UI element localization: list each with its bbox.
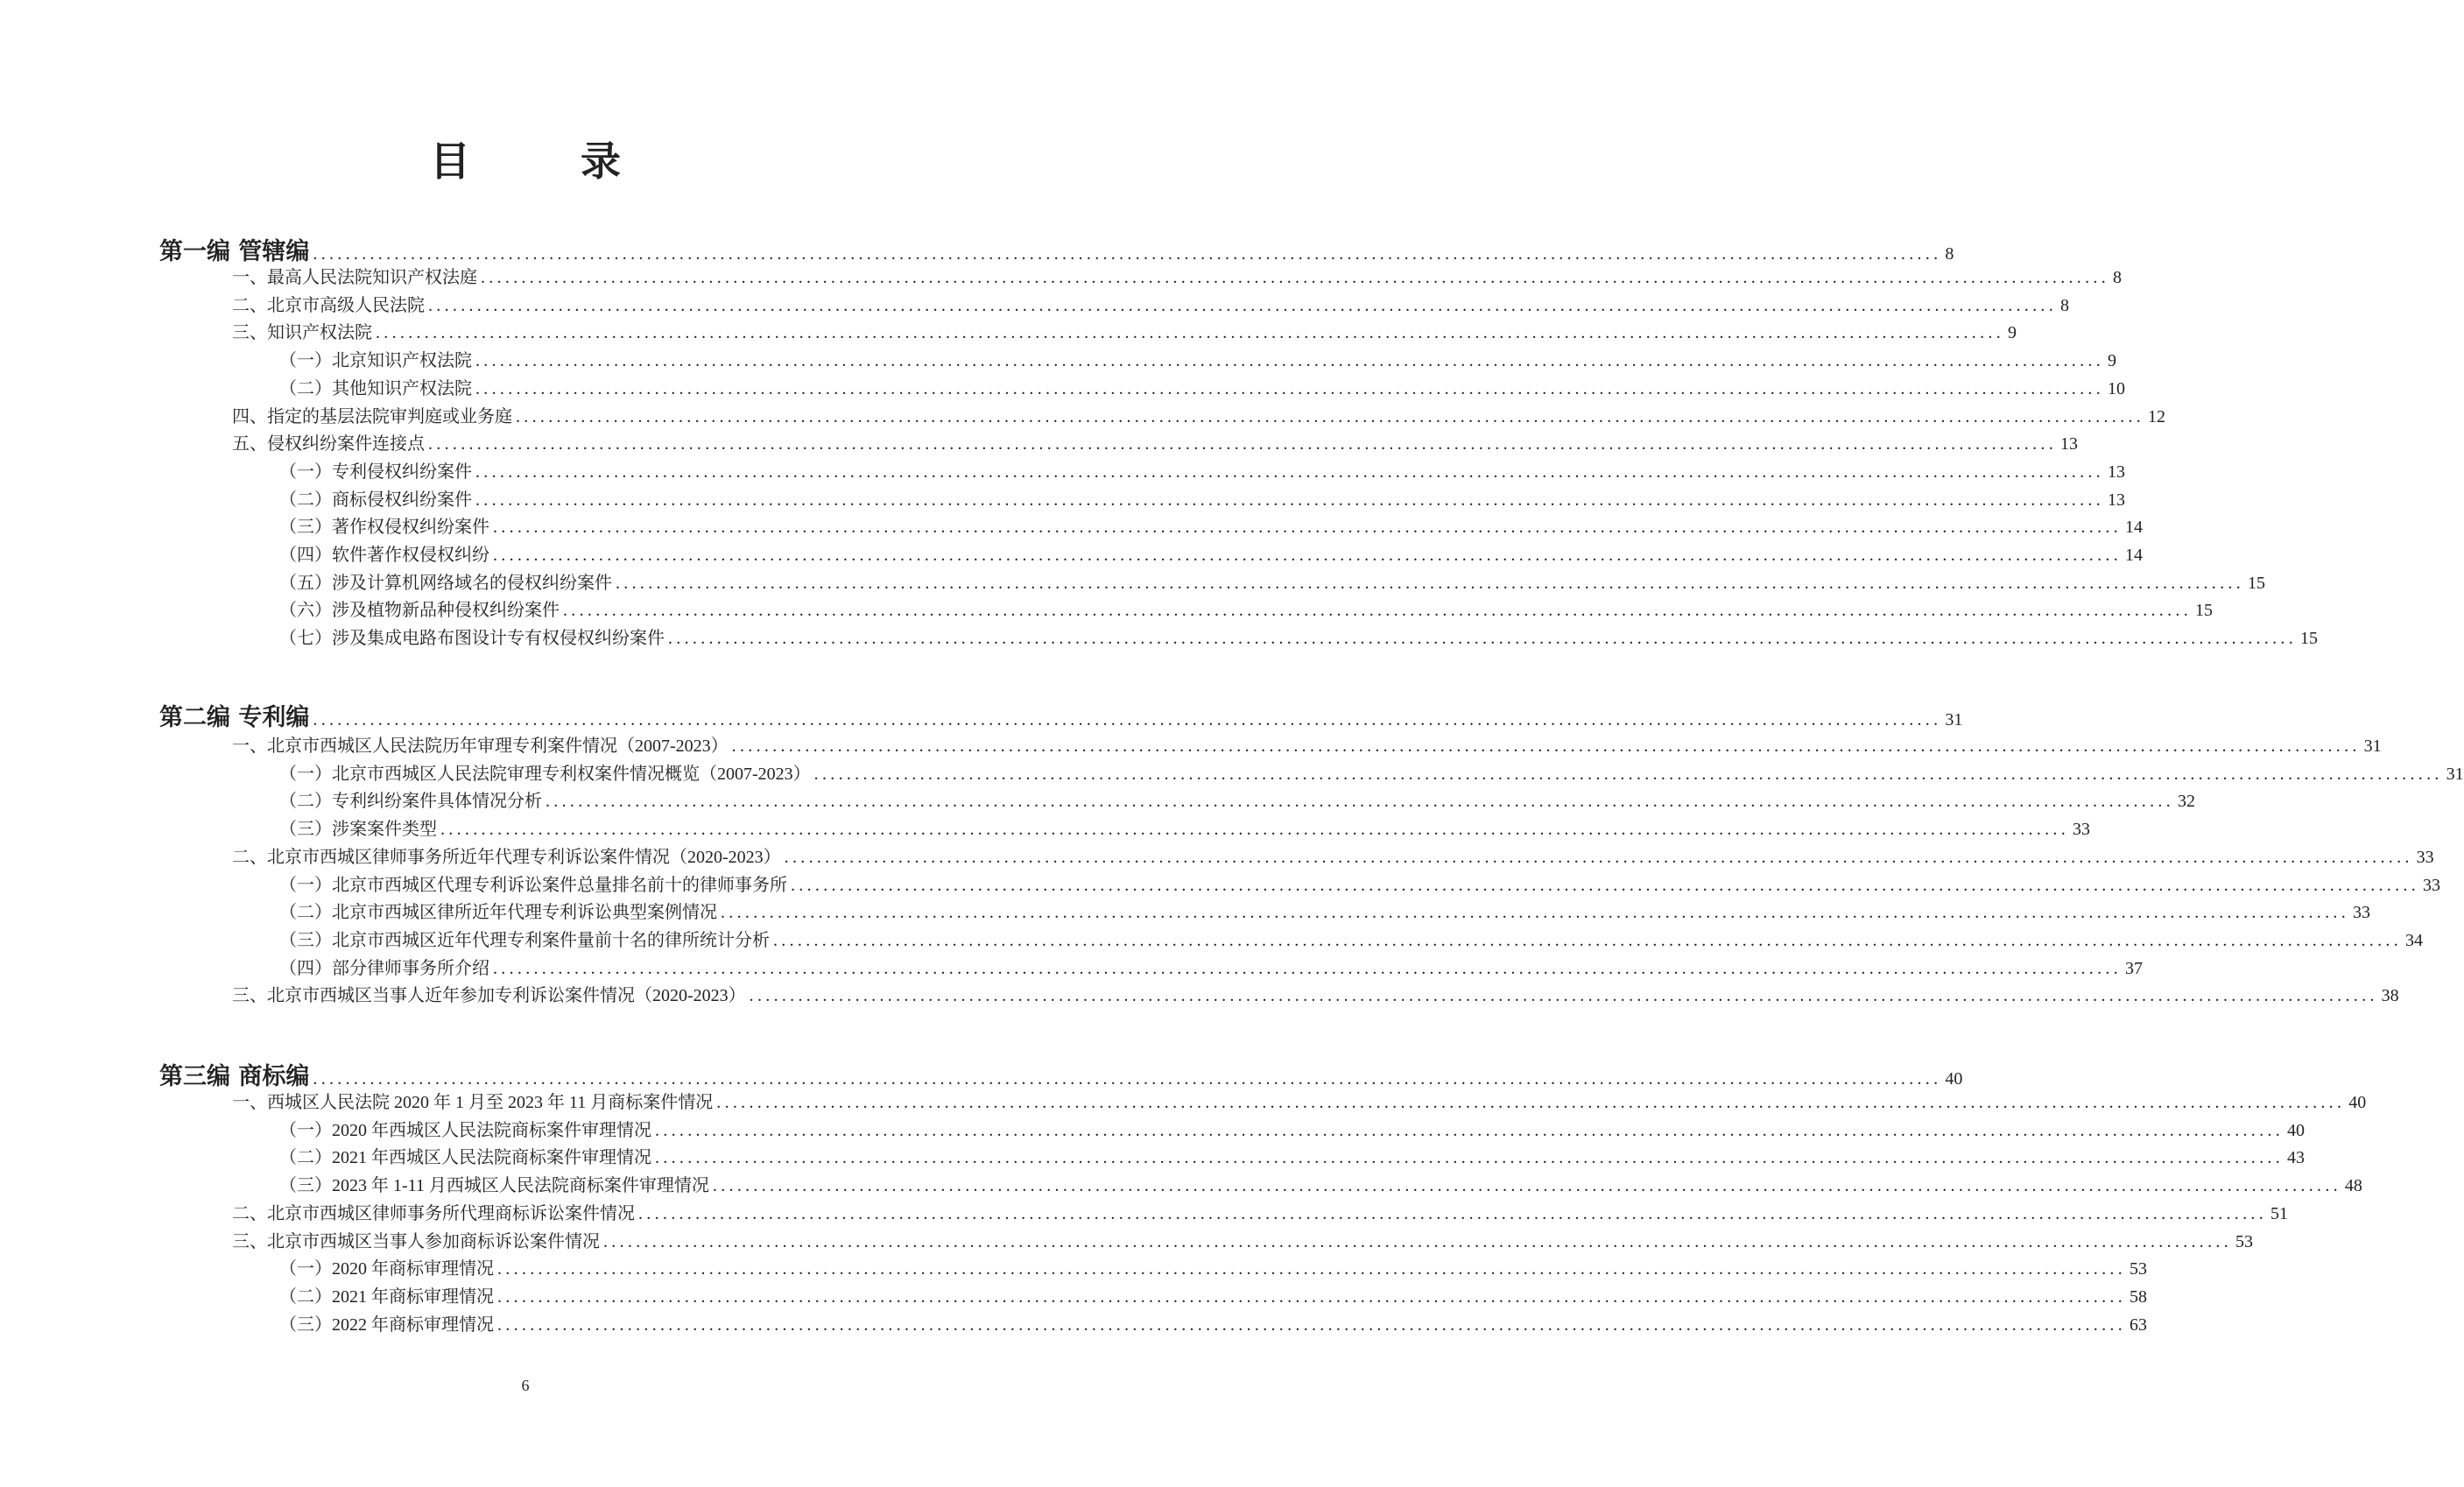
entry-title: 2021 年西城区人民法院商标案件审理情况 bbox=[332, 1148, 651, 1168]
entry-title: 著作权侵权纠纷案件 bbox=[332, 518, 489, 538]
dot-leader: ........................................................................................................................................................................................................ bbox=[791, 875, 2419, 895]
entry-page: 63 bbox=[2130, 1314, 2147, 1335]
dot-leader: ........................................................................................................................................................................................................ bbox=[475, 462, 2104, 482]
dot-leader: ........................................................................................................................................................................................................ bbox=[313, 710, 1942, 729]
entry-page: 32 bbox=[2178, 792, 2195, 812]
toc-entry[interactable] bbox=[279, 487, 2125, 513]
dot-leader: ........................................................................................................................................................................................................ bbox=[712, 1176, 2341, 1196]
entry-number: （七） bbox=[279, 629, 332, 649]
dot-leader: ........................................................................................................................................................................................................ bbox=[813, 764, 2443, 784]
entry-title: 2020 年商标审理情况 bbox=[332, 1259, 494, 1279]
toc-entry[interactable] bbox=[232, 320, 2017, 346]
entry-number: （五） bbox=[279, 573, 332, 593]
entry-number: 一、 bbox=[232, 736, 267, 756]
dot-leader: ........................................................................................................................................................................................................ bbox=[475, 351, 2104, 371]
dot-leader: ........................................................................................................................................................................................................ bbox=[731, 736, 2361, 756]
entry-title: 2021 年商标审理情况 bbox=[332, 1286, 494, 1307]
entry-number: 五、 bbox=[232, 434, 267, 455]
entry-title: 北京市西城区人民法院审理专利权案件情况概览（2007-2023） bbox=[332, 764, 811, 784]
entry-number: （三） bbox=[279, 820, 332, 840]
entry-number: （二） bbox=[279, 792, 332, 812]
dot-leader: ........................................................................................................................................................................................................ bbox=[655, 1120, 2284, 1140]
entry-title: 北京市西城区代理专利诉讼案件总量排名前十的律师事务所 bbox=[332, 875, 787, 895]
entry-page: 12 bbox=[2148, 406, 2165, 426]
toc-entry[interactable] bbox=[279, 514, 2143, 540]
entry-page: 40 bbox=[2348, 1093, 2367, 1112]
entry-title: 专利纠纷案件具体情况分析 bbox=[332, 792, 542, 812]
dot-leader: ........................................................................................................................................................................................................ bbox=[784, 847, 2413, 867]
entry-page: 33 bbox=[2423, 875, 2440, 895]
entry-title: 部分律师事务所介绍 bbox=[332, 958, 489, 978]
entry-number: 四、 bbox=[232, 406, 267, 426]
toc-entry[interactable] bbox=[279, 348, 2116, 374]
entry-number: 一、 bbox=[232, 268, 267, 287]
dot-leader: ........................................................................................................................................................................................................ bbox=[616, 573, 2244, 593]
entry-title: 软件著作权侵权纠纷 bbox=[332, 546, 489, 565]
entry-number: （一） bbox=[279, 875, 332, 895]
entry-page: 48 bbox=[2344, 1176, 2362, 1196]
section-title: 第三编 商标编 bbox=[159, 1063, 310, 1090]
entry-number: （三） bbox=[279, 1176, 332, 1196]
dot-leader: ........................................................................................................................................................................................................ bbox=[497, 1259, 2126, 1279]
entry-number: （三） bbox=[279, 930, 332, 950]
entry-page: 15 bbox=[2300, 629, 2318, 649]
entry-title: 2022 年商标审理情况 bbox=[332, 1314, 494, 1335]
dot-leader: ........................................................................................................................................................................................................ bbox=[376, 323, 2004, 343]
entry-number: 二、 bbox=[232, 847, 267, 867]
entry-number: 三、 bbox=[232, 986, 267, 1006]
dot-leader: ........................................................................................................................................................................................................ bbox=[716, 1093, 2346, 1112]
entry-page: 10 bbox=[2108, 378, 2125, 398]
toc-entry[interactable] bbox=[279, 899, 2370, 926]
entry-page: 14 bbox=[2125, 518, 2143, 538]
toc-entry[interactable] bbox=[232, 1201, 2288, 1227]
entry-page: 8 bbox=[2060, 295, 2069, 315]
toc-entry[interactable] bbox=[232, 292, 2069, 319]
toc-entry[interactable] bbox=[232, 1229, 2253, 1255]
entry-page: 9 bbox=[2108, 351, 2116, 371]
section-page: 8 bbox=[1945, 244, 1954, 264]
dot-leader: ........................................................................................................................................................................................................ bbox=[428, 295, 2057, 315]
entry-title: 北京市西城区律师事务所近年代理专利诉讼案件情况（2020-2023） bbox=[267, 847, 781, 867]
toc-entry[interactable] bbox=[279, 1117, 2305, 1144]
entry-number: （一） bbox=[279, 1259, 332, 1279]
page-number: 6 bbox=[521, 1377, 530, 1394]
dot-leader: ........................................................................................................................................................................................................ bbox=[493, 546, 2122, 565]
toc-entry[interactable] bbox=[232, 404, 2165, 430]
entry-title: 涉案案件类型 bbox=[332, 820, 437, 840]
entry-number: 三、 bbox=[232, 1231, 267, 1251]
entry-page: 8 bbox=[2113, 268, 2122, 287]
dot-leader: ........................................................................................................................................................................................................ bbox=[546, 792, 2174, 812]
entry-page: 51 bbox=[2270, 1203, 2288, 1223]
entry-number: （三） bbox=[279, 518, 332, 538]
dot-leader: ........................................................................................................................................................................................................ bbox=[497, 1314, 2126, 1335]
entry-title: 北京市高级人民法院 bbox=[267, 295, 425, 315]
entry-number: 二、 bbox=[232, 295, 267, 315]
dot-leader: ........................................................................................................................................................................................................ bbox=[475, 490, 2104, 510]
entry-page: 33 bbox=[2353, 903, 2370, 923]
entry-title: 2023 年 1-11 月西城区人民法院商标案件审理情况 bbox=[332, 1176, 709, 1196]
entry-page: 13 bbox=[2108, 490, 2125, 510]
toc-entry[interactable] bbox=[279, 1256, 2147, 1282]
entry-number: （一） bbox=[279, 351, 332, 371]
dot-leader: ........................................................................................................................................................................................................ bbox=[493, 958, 2122, 978]
dot-leader: ........................................................................................................................................................................................................ bbox=[440, 820, 2069, 840]
dot-leader: ........................................................................................................................................................................................................ bbox=[773, 930, 2402, 950]
entry-page: 33 bbox=[2416, 847, 2434, 867]
toc-entry[interactable] bbox=[232, 1089, 2367, 1116]
toc-entry[interactable] bbox=[279, 570, 2265, 596]
entry-title: 北京市西城区人民法院历年审理专利案件情况（2007-2023） bbox=[267, 736, 729, 756]
dot-leader: ........................................................................................................................................................................................................ bbox=[497, 1286, 2126, 1307]
dot-leader: ........................................................................................................................................................................................................ bbox=[668, 629, 2297, 649]
entry-title: 商标侵权纠纷案件 bbox=[332, 490, 472, 510]
entry-title: 北京市西城区近年代理专利案件量前十名的律所统计分析 bbox=[332, 930, 770, 950]
entry-number: （二） bbox=[279, 1148, 332, 1168]
toc-entry[interactable] bbox=[232, 844, 2434, 870]
entry-page: 40 bbox=[2287, 1120, 2305, 1140]
entry-page: 43 bbox=[2287, 1148, 2305, 1168]
section-page: 40 bbox=[1945, 1069, 1963, 1089]
toc-entry[interactable] bbox=[279, 788, 2195, 814]
entry-title: 侵权纠纷案件连接点 bbox=[267, 434, 425, 455]
entry-page: 38 bbox=[2381, 986, 2399, 1006]
toc-entry[interactable] bbox=[232, 983, 2399, 1009]
dot-leader: ........................................................................................................................................................................................................ bbox=[516, 406, 2144, 426]
entry-page: 33 bbox=[2073, 820, 2090, 840]
entry-title: 专利侵权纠纷案件 bbox=[332, 462, 472, 482]
entry-title: 知识产权法院 bbox=[267, 323, 372, 343]
toc-entry[interactable] bbox=[279, 1284, 2147, 1310]
entry-page: 9 bbox=[2008, 323, 2017, 343]
dot-leader: ........................................................................................................................................................................................................ bbox=[428, 434, 2057, 455]
toc-entry[interactable] bbox=[232, 431, 2078, 457]
entry-number: （一） bbox=[279, 764, 332, 784]
entry-title: 最高人民法院知识产权法庭 bbox=[267, 268, 477, 287]
entry-number: （六） bbox=[279, 601, 332, 621]
entry-page: 37 bbox=[2125, 958, 2143, 978]
dot-leader: ........................................................................................................................................................................................................ bbox=[749, 986, 2378, 1006]
entry-page: 14 bbox=[2125, 546, 2143, 565]
dot-leader: ........................................................................................................................................................................................................ bbox=[313, 244, 1942, 264]
entry-number: （一） bbox=[279, 1120, 332, 1140]
toc-entry[interactable] bbox=[279, 459, 2125, 485]
entry-number: （二） bbox=[279, 1286, 332, 1307]
entry-title: 北京知识产权法院 bbox=[332, 351, 472, 371]
toc-entry[interactable] bbox=[279, 625, 2318, 652]
entry-title: 北京市西城区当事人参加商标诉讼案件情况 bbox=[267, 1231, 600, 1251]
entry-page: 13 bbox=[2060, 434, 2078, 455]
entry-title: 其他知识产权法院 bbox=[332, 378, 472, 398]
entry-title: 涉及植物新品种侵权纠纷案件 bbox=[332, 601, 560, 621]
entry-number: （四） bbox=[279, 958, 332, 978]
toc-entry[interactable] bbox=[279, 816, 2090, 842]
entry-title: 涉及计算机网络域名的侵权纠纷案件 bbox=[332, 573, 612, 593]
toc-entry[interactable] bbox=[279, 376, 2125, 402]
toc-title: 目 录 bbox=[430, 137, 656, 185]
entry-page: 31 bbox=[2363, 736, 2382, 756]
entry-number: （二） bbox=[279, 378, 332, 398]
entry-page: 53 bbox=[2235, 1231, 2253, 1251]
toc-entry[interactable] bbox=[279, 927, 2423, 954]
toc-section-heading[interactable] bbox=[159, 701, 1963, 736]
entry-number: （三） bbox=[279, 1314, 332, 1335]
toc-entry[interactable] bbox=[279, 872, 2440, 899]
entry-number: （一） bbox=[279, 462, 332, 482]
entry-number: 二、 bbox=[232, 1203, 267, 1223]
entry-page: 58 bbox=[2130, 1286, 2147, 1307]
entry-number: （二） bbox=[279, 490, 332, 510]
entry-number: 三、 bbox=[232, 323, 267, 343]
entry-number: （四） bbox=[279, 546, 332, 565]
toc-entry[interactable] bbox=[279, 761, 2464, 787]
entry-page: 15 bbox=[2248, 573, 2265, 593]
entry-title: 涉及集成电路布图设计专有权侵权纠纷案件 bbox=[332, 629, 665, 649]
entry-title: 北京市西城区当事人近年参加专利诉讼案件情况（2020-2023） bbox=[267, 986, 746, 1006]
entry-title: 西城区人民法院 2020 年 1 月至 2023 年 11 月商标案件情况 bbox=[267, 1093, 714, 1112]
toc-entry[interactable] bbox=[279, 597, 2213, 624]
entry-title: 2020 年西城区人民法院商标案件审理情况 bbox=[332, 1120, 651, 1140]
dot-leader: ........................................................................................................................................................................................................ bbox=[603, 1231, 2232, 1251]
entry-number: （二） bbox=[279, 903, 332, 923]
toc-entry[interactable] bbox=[279, 542, 2143, 568]
dot-leader: ........................................................................................................................................................................................................ bbox=[563, 601, 2192, 621]
dot-leader: ........................................................................................................................................................................................................ bbox=[475, 378, 2104, 398]
entry-page: 31 bbox=[2446, 764, 2464, 784]
dot-leader: ........................................................................................................................................................................................................ bbox=[313, 1069, 1942, 1089]
toc-entry[interactable] bbox=[279, 1312, 2147, 1338]
entry-number: 一、 bbox=[232, 1093, 267, 1112]
toc-entry[interactable] bbox=[279, 955, 2143, 982]
dot-leader: ........................................................................................................................................................................................................ bbox=[721, 903, 2349, 923]
entry-title: 指定的基层法院审判庭或业务庭 bbox=[267, 406, 512, 426]
dot-leader: ........................................................................................................................................................................................................ bbox=[493, 518, 2122, 538]
dot-leader: ........................................................................................................................................................................................................ bbox=[655, 1148, 2284, 1168]
toc-entry[interactable] bbox=[279, 1173, 2362, 1199]
entry-page: 13 bbox=[2108, 462, 2125, 482]
dot-leader: ........................................................................................................................................................................................................ bbox=[638, 1203, 2267, 1223]
toc-entry[interactable] bbox=[232, 733, 2382, 759]
entry-title: 北京市西城区律所近年代理专利诉讼典型案例情况 bbox=[332, 903, 717, 923]
section-title: 第一编 管辖编 bbox=[159, 238, 310, 265]
entry-title: 北京市西城区律师事务所代理商标诉讼案件情况 bbox=[267, 1203, 635, 1223]
toc-entry[interactable] bbox=[232, 264, 2122, 291]
entry-page: 34 bbox=[2405, 930, 2423, 950]
section-title: 第二编 专利编 bbox=[159, 704, 310, 731]
entry-page: 15 bbox=[2195, 601, 2213, 621]
toc-entry[interactable] bbox=[279, 1145, 2305, 1171]
section-page: 31 bbox=[1945, 710, 1963, 729]
dot-leader: ........................................................................................................................................................................................................ bbox=[481, 268, 2109, 287]
entry-page: 53 bbox=[2130, 1259, 2147, 1279]
